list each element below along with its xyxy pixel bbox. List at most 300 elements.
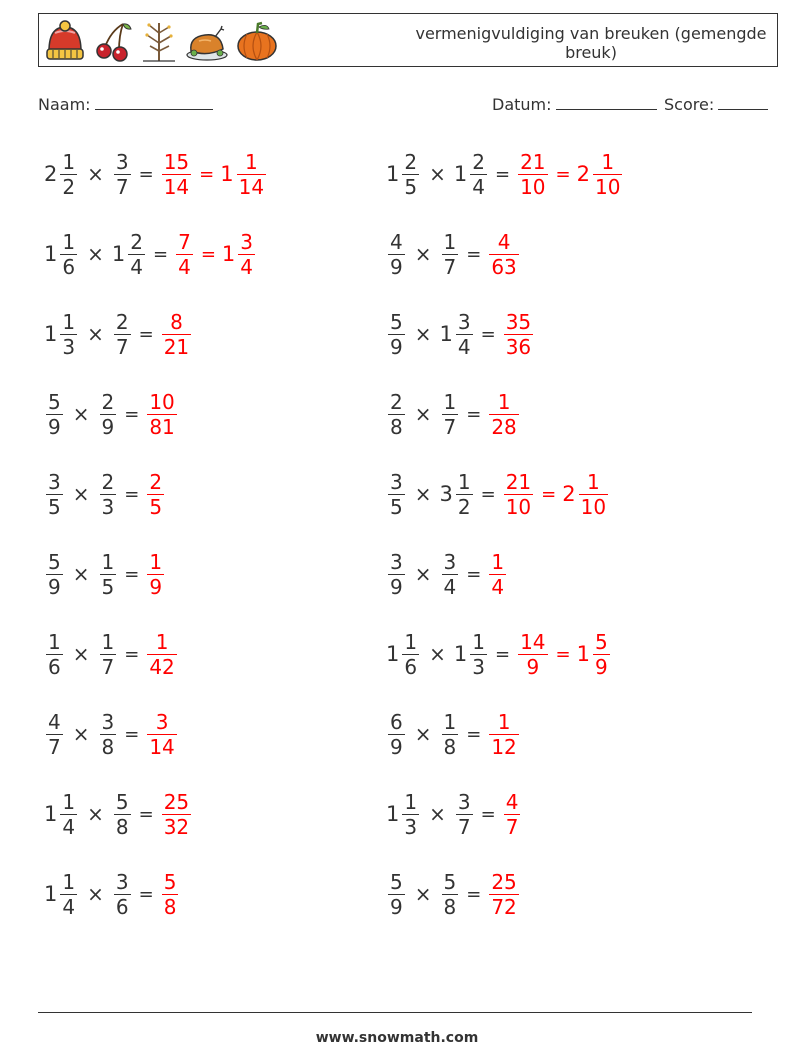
numerator: 1 [101, 549, 115, 574]
numerator: 2 [390, 389, 403, 414]
score-line[interactable] [718, 93, 768, 110]
numerator: 1 [443, 229, 457, 254]
problem-item [44, 466, 166, 522]
denominator: 81 [149, 414, 175, 439]
problem-item [386, 786, 522, 842]
times-sign: × [414, 242, 432, 266]
score-label: Score: [664, 95, 715, 114]
denominator: 9 [48, 414, 61, 439]
whole-part: 1 [386, 802, 400, 826]
fraction [114, 150, 131, 199]
equals-sign: = [138, 323, 154, 345]
factor-a [386, 550, 407, 599]
fraction [237, 150, 266, 199]
answer [502, 310, 535, 359]
factor-a [44, 550, 65, 599]
denominator: 7 [443, 414, 457, 439]
denominator: 14 [238, 174, 265, 199]
fraction [147, 390, 176, 439]
numerator: 1 [244, 149, 258, 174]
times-sign: × [87, 162, 104, 186]
pumpkin-icon [235, 19, 279, 63]
problem-item [386, 546, 508, 602]
denominator: 4 [472, 174, 485, 199]
numerator: 2 [115, 309, 129, 334]
factor-b [440, 710, 461, 759]
fraction [489, 550, 506, 599]
denominator: 2 [457, 494, 471, 519]
denominator: 4 [62, 814, 76, 839]
answer [516, 150, 549, 199]
times-sign: × [87, 322, 104, 346]
fraction [147, 710, 176, 759]
denominator: 9 [390, 574, 403, 599]
numerator: 4 [390, 229, 403, 254]
fraction [162, 870, 179, 919]
factor-a [44, 710, 65, 759]
equals-sign: = [124, 563, 140, 585]
numerator: 1 [472, 629, 485, 654]
denominator: 3 [472, 654, 485, 679]
numerator: 5 [595, 629, 608, 654]
fraction [176, 230, 193, 279]
answer [160, 310, 193, 359]
denominator: 9 [390, 894, 403, 919]
factor-b [112, 790, 133, 839]
equals-sign: = [555, 643, 571, 665]
factor-a [44, 790, 79, 839]
numerator: 3 [390, 549, 403, 574]
whole-part: 1 [44, 882, 58, 906]
answer-mixed [222, 230, 257, 279]
times-sign: × [72, 722, 90, 746]
fraction [388, 390, 405, 439]
denominator: 7 [443, 254, 457, 279]
denominator: 8 [115, 814, 129, 839]
fraction [100, 630, 117, 679]
denominator: 9 [149, 574, 163, 599]
denominator: 8 [443, 894, 457, 919]
denominator: 8 [101, 734, 115, 759]
times-sign: × [414, 722, 432, 746]
factor-b [440, 470, 475, 519]
whole-part: 3 [439, 482, 453, 506]
equals-sign: = [466, 723, 482, 745]
answer-mixed [577, 630, 612, 679]
denominator: 14 [163, 174, 190, 199]
factor-a [386, 630, 421, 679]
times-sign: × [72, 482, 90, 506]
answer [502, 470, 535, 519]
whole-part: 1 [221, 242, 236, 266]
whole-part: 1 [44, 242, 58, 266]
numerator: 21 [520, 149, 546, 174]
problem-item [44, 306, 193, 362]
date-field[interactable] [492, 93, 657, 114]
fraction [456, 310, 473, 359]
fraction [388, 230, 405, 279]
fraction [60, 870, 77, 919]
fraction [114, 790, 131, 839]
name-line[interactable] [95, 93, 213, 110]
numerator: 25 [163, 789, 190, 814]
whole-part: 1 [111, 242, 126, 266]
factor-a [44, 630, 65, 679]
times-sign: × [429, 642, 446, 666]
fraction [128, 230, 145, 279]
numerator: 6 [390, 709, 403, 734]
numerator: 3 [48, 469, 61, 494]
factor-a [386, 790, 421, 839]
numerator: 1 [443, 389, 457, 414]
denominator: 5 [101, 574, 115, 599]
fraction [442, 710, 459, 759]
numerator: 1 [149, 549, 163, 574]
whole-part: 2 [44, 162, 58, 186]
numerator: 5 [115, 789, 129, 814]
equals-sign: = [124, 403, 140, 425]
fraction [504, 310, 533, 359]
fraction [504, 790, 521, 839]
answer [487, 710, 520, 759]
equals-sign: = [494, 163, 511, 185]
denominator: 4 [240, 254, 254, 279]
fraction [518, 150, 547, 199]
times-sign: × [414, 402, 432, 426]
denominator: 10 [520, 174, 546, 199]
denominator: 4 [130, 254, 143, 279]
numerator: 10 [149, 389, 175, 414]
fraction [60, 790, 77, 839]
numerator: 3 [240, 229, 254, 254]
fraction [489, 710, 518, 759]
numerator: 5 [390, 309, 403, 334]
times-sign: × [72, 562, 90, 586]
answer [145, 550, 166, 599]
equals-sign: = [480, 803, 496, 825]
cherries-icon [93, 19, 133, 63]
fraction [147, 470, 164, 519]
denominator: 3 [404, 814, 418, 839]
fraction [388, 550, 405, 599]
equals-sign: = [199, 163, 215, 185]
answer [502, 790, 523, 839]
fraction [46, 470, 63, 519]
factor-b [98, 470, 119, 519]
denominator: 4 [62, 894, 76, 919]
denominator: 9 [390, 254, 403, 279]
factor-b [454, 630, 489, 679]
denominator: 9 [595, 654, 608, 679]
numerator: 1 [62, 869, 76, 894]
fraction [518, 630, 547, 679]
factor-a [386, 310, 407, 359]
denominator: 6 [48, 654, 61, 679]
factor-a [386, 710, 407, 759]
hat-icon [43, 19, 87, 63]
denominator: 3 [101, 494, 115, 519]
fraction [442, 870, 459, 919]
times-sign: × [72, 642, 90, 666]
denominator: 10 [580, 494, 607, 519]
denominator: 9 [526, 654, 540, 679]
name-label: Naam: [38, 95, 91, 114]
denominator: 4 [491, 574, 505, 599]
numerator: 15 [163, 149, 190, 174]
fraction [147, 550, 164, 599]
fraction [100, 470, 117, 519]
numerator: 1 [62, 309, 76, 334]
numerator: 5 [390, 869, 403, 894]
whole-part: 1 [576, 642, 590, 666]
times-sign: × [414, 322, 432, 346]
factor-a [386, 470, 407, 519]
problem-item [386, 866, 521, 922]
denominator: 12 [491, 734, 517, 759]
equals-sign: = [541, 483, 557, 505]
factor-b [112, 870, 133, 919]
numerator: 3 [115, 869, 129, 894]
footer-url[interactable]: www.snowmath.com [315, 1030, 479, 1046]
denominator: 72 [491, 894, 517, 919]
numerator: 3 [443, 549, 457, 574]
fraction [46, 390, 63, 439]
fraction [489, 870, 518, 919]
denominator: 14 [149, 734, 175, 759]
problem-item [386, 626, 612, 682]
numerator: 1 [404, 789, 418, 814]
problem-item [44, 626, 179, 682]
date-line[interactable] [556, 93, 657, 110]
problem-item [44, 786, 193, 842]
numerator: 14 [520, 629, 546, 654]
numerator: 3 [457, 789, 471, 814]
whole-part: 1 [44, 802, 58, 826]
problem-item [386, 706, 521, 762]
fraction [60, 230, 77, 279]
factor-b [98, 390, 119, 439]
fraction [442, 230, 459, 279]
numerator: 1 [404, 629, 418, 654]
fraction [46, 710, 63, 759]
equals-sign: = [480, 323, 496, 345]
fraction [147, 630, 176, 679]
problem-item [386, 226, 521, 282]
times-sign: × [72, 402, 90, 426]
numerator: 5 [48, 389, 61, 414]
numerator: 1 [491, 549, 505, 574]
denominator: 8 [163, 894, 177, 919]
answer-mixed [220, 150, 268, 199]
factor-b [454, 150, 489, 199]
denominator: 9 [390, 734, 403, 759]
numerator: 1 [443, 709, 457, 734]
factor-b [112, 230, 147, 279]
denominator: 32 [163, 814, 190, 839]
factor-a [386, 150, 421, 199]
fraction [388, 470, 405, 519]
factor-b [98, 710, 119, 759]
denominator: 9 [48, 574, 61, 599]
denominator: 8 [443, 734, 457, 759]
equals-sign: = [138, 803, 154, 825]
equals-sign: = [466, 243, 482, 265]
times-sign: × [87, 802, 104, 826]
factor-b [98, 630, 119, 679]
answer [145, 710, 178, 759]
fraction [442, 550, 459, 599]
equals-sign: = [466, 563, 482, 585]
fraction [162, 790, 191, 839]
fraction [489, 390, 518, 439]
whole-part: 1 [453, 162, 468, 186]
problem-item [386, 386, 521, 442]
problem-item [44, 706, 179, 762]
equals-sign: = [124, 723, 140, 745]
times-sign: × [414, 562, 432, 586]
numerator: 4 [48, 709, 61, 734]
numerator: 1 [497, 389, 511, 414]
numerator: 35 [505, 309, 532, 334]
fraction [402, 630, 419, 679]
fraction [46, 630, 63, 679]
denominator: 3 [62, 334, 76, 359]
denominator: 9 [101, 414, 115, 439]
answer [487, 390, 520, 439]
denominator: 63 [491, 254, 517, 279]
answer [174, 230, 195, 279]
name-field[interactable] [38, 93, 213, 114]
fraction [402, 790, 419, 839]
times-sign: × [429, 162, 446, 186]
times-sign: × [414, 482, 432, 506]
equals-sign: = [138, 883, 154, 905]
fraction [470, 630, 487, 679]
whole-part: 1 [220, 162, 234, 186]
numerator: 3 [390, 469, 403, 494]
equals-sign: = [466, 403, 482, 425]
fraction [114, 310, 131, 359]
fraction [60, 150, 77, 199]
whole-part: 1 [386, 642, 400, 666]
denominator: 2 [62, 174, 76, 199]
answer-mixed [577, 150, 625, 199]
denominator: 5 [48, 494, 61, 519]
numerator: 21 [505, 469, 532, 494]
numerator: 1 [601, 149, 615, 174]
denominator: 4 [457, 334, 471, 359]
numerator: 4 [505, 789, 519, 814]
fraction [114, 870, 131, 919]
factor-b [112, 310, 133, 359]
fraction [489, 230, 518, 279]
numerator: 2 [130, 229, 143, 254]
factor-a [44, 230, 79, 279]
factor-b [440, 230, 461, 279]
equals-sign: = [200, 243, 216, 265]
numerator: 3 [457, 309, 471, 334]
numerator: 25 [491, 869, 517, 894]
factor-a [386, 230, 407, 279]
fraction [579, 470, 608, 519]
header-icons [43, 19, 279, 63]
answer [145, 390, 178, 439]
problem-item [386, 306, 535, 362]
denominator: 42 [149, 654, 175, 679]
denominator: 8 [390, 414, 403, 439]
factor-b [440, 390, 461, 439]
factor-a [386, 870, 407, 919]
numerator: 2 [404, 149, 418, 174]
denominator: 7 [115, 174, 129, 199]
fraction [100, 550, 117, 599]
numerator: 4 [497, 229, 511, 254]
numerator: 3 [101, 709, 115, 734]
roast-turkey-icon [185, 19, 229, 63]
problem-item [386, 466, 610, 522]
answer [487, 870, 520, 919]
numerator: 7 [178, 229, 191, 254]
whole-part: 1 [44, 322, 58, 346]
denominator: 7 [115, 334, 129, 359]
whole-part: 1 [439, 322, 453, 346]
numerator: 1 [101, 629, 115, 654]
fraction [46, 550, 63, 599]
factor-a [44, 870, 79, 919]
numerator: 1 [62, 229, 76, 254]
equals-sign: = [152, 243, 169, 265]
fraction [402, 150, 419, 199]
fraction [162, 150, 191, 199]
fraction [162, 310, 191, 359]
denominator: 9 [390, 334, 403, 359]
numerator: 5 [443, 869, 457, 894]
problem-item [44, 386, 179, 442]
denominator: 5 [404, 174, 418, 199]
score-field[interactable] [664, 93, 768, 114]
equals-sign: = [555, 163, 571, 185]
numerator: 1 [497, 709, 511, 734]
fraction [456, 790, 473, 839]
answer [160, 870, 181, 919]
numerator: 2 [149, 469, 163, 494]
denominator: 10 [595, 174, 621, 199]
equals-sign: = [494, 643, 511, 665]
times-sign: × [87, 882, 104, 906]
numerator: 1 [155, 629, 169, 654]
whole-part: 1 [453, 642, 468, 666]
answer [487, 550, 508, 599]
answer [516, 630, 549, 679]
numerator: 1 [62, 149, 76, 174]
fraction [504, 470, 533, 519]
numerator: 2 [101, 469, 115, 494]
answer [145, 470, 166, 519]
denominator: 6 [115, 894, 129, 919]
denominator: 5 [390, 494, 403, 519]
denominator: 7 [505, 814, 519, 839]
denominator: 7 [48, 734, 61, 759]
denominator: 7 [457, 814, 471, 839]
numerator: 5 [48, 549, 61, 574]
bare-branch-icon [139, 19, 179, 63]
fraction [100, 710, 117, 759]
times-sign: × [429, 802, 446, 826]
problem-item [44, 546, 166, 602]
answer [145, 630, 178, 679]
factor-a [44, 310, 79, 359]
equals-sign: = [138, 163, 154, 185]
